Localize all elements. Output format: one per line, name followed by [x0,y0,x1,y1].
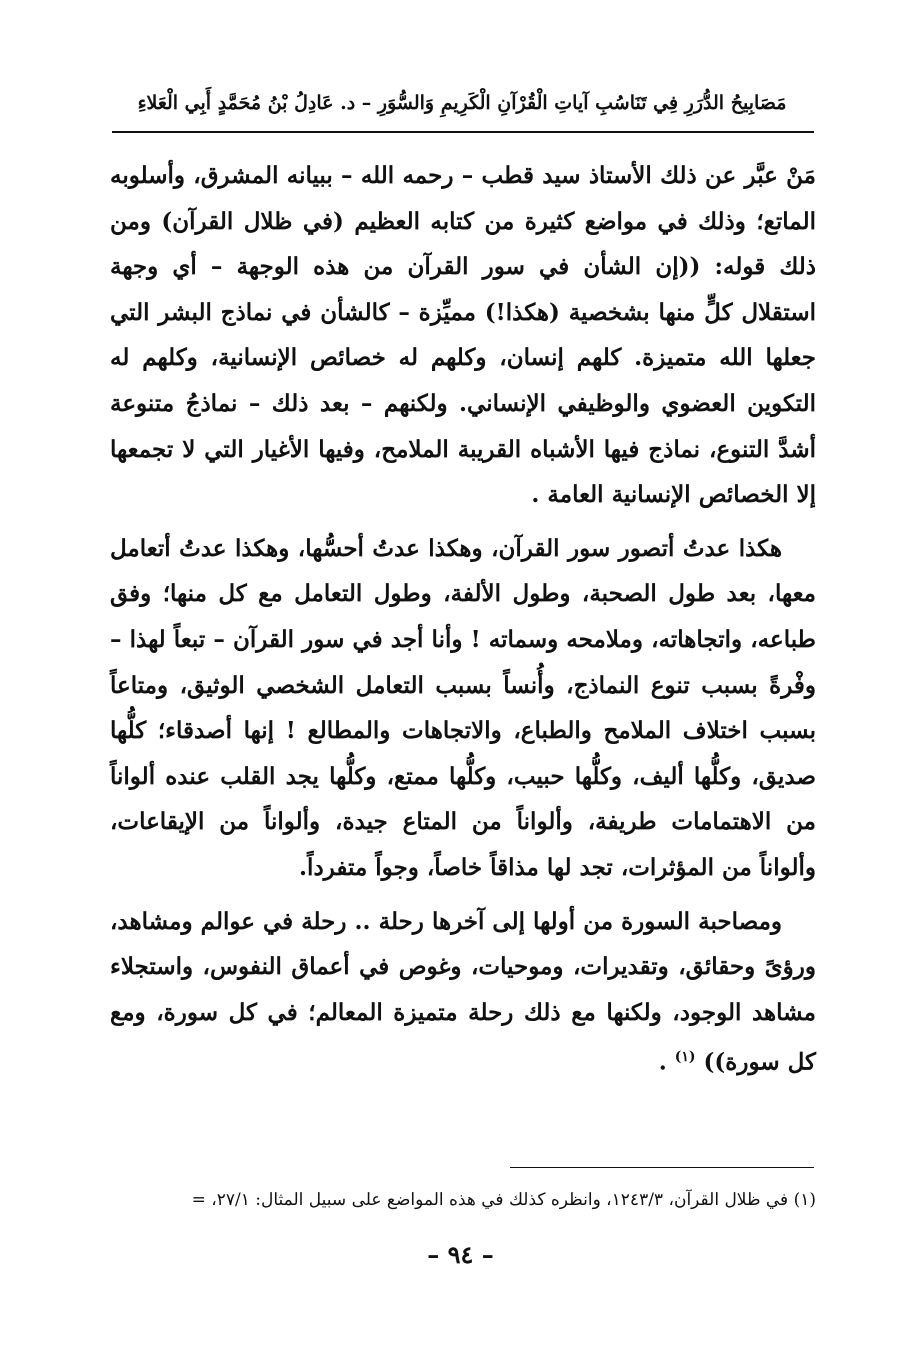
footnote-rule [510,1167,814,1168]
paragraph-3-text: ومصاحبة السورة من أولها إلى آخرها رحلة .. رحلة في عوالم ومشاهد، ورؤىً وحقائق، وتقديرات، وموحيات، وغوص في أعماق النفوس، واستجلاء مشاهد الوجود، ولكنها مع ذلك رحلة متميزة المعالم؛ في كل سورة، ومع كل سورة)) [110,907,816,1076]
footnote: (١) في ظلال القرآن، ١٢٤٣/٣، وانظره كذلك في هذه المواضع على سبيل المثال: ٢٧/١، = [191,1190,816,1210]
paragraph-1: مَنْ عبَّر عن ذلك الأستاذ سيد قطب – رحمه الله – ببيانه المشرق، وأسلوبه الماتع؛ وذلك في مواضع كثيرة من كتابه العظيم (في ظلال القرآن) ومن ذلك قوله: ((إن الشأن في سور القرآن من هذه الوجهة – أي وجهة استقلال كلٍّ منها بشخصية (هكذا!) مميِّزة – كالشأن في نماذج البشر التي جعلها الله متميزة. كلهم إنسان، وكلهم له خصائص الإنسانية، وكلهم له التكوين العضوي والوظيفي الإنساني. ولكنهم – بعد ذلك – نماذجُ متنوعة أشدَّ التنوع، نماذج فيها الأشباه القريبة الملامح، وفيها الأغيار التي لا تجمعها إلا الخصائص الإنسانية العامة . [110,162,816,509]
page-number: – ٩٤ – [427,1240,494,1269]
closing-period: . [658,1048,675,1076]
running-header: مَصَابِيحُ الدُّرَرِ فِي تَنَاسُبِ آياتِ الْقُرْآنِ الْكَرِيمِ وَالسُّوَرِ – د. عَادِلُ بْنُ مُحَمَّدٍ أَبِي الْعَلاءِ [137,92,787,114]
header-rule [112,131,814,133]
body-text [110,153,816,1086]
paragraph-2: هكذا عدتُ أتصور سور القرآن، وهكذا عدتُ أحسُّها، وهكذا عدتُ أتعامل معها، بعد طول الصحبة، وطول الألفة، وطول التعامل مع كل منها؛ وفق طباعه، واتجاهاته، وملامحه وسماته ! وأنا أجد في سور القرآن – تبعاً لهذا – وفْرةً بسبب تنوع النماذج، وأُنساً بسبب التعامل الشخصي الوثيق، ومتاعاً بسبب اختلاف الملامح والطباع، والاتجاهات والمطالع ! إنها أصدقاء؛ كلُّها صديق، وكلُّها أليف، وكلُّها حبيب، وكلُّها ممتع، وكلُّها يجد القلب عنده ألواناً من الاهتمامات طريفة، وألواناً من المتاع جيدة، وألواناً من الإيقاعات، وألواناً من المؤثرات، تجد لها مذاقاً خاصاً، وجواً متفرداً. [110,534,816,881]
paragraph-3 [110,899,816,1086]
footnote-reference: (١) [674,1049,696,1066]
